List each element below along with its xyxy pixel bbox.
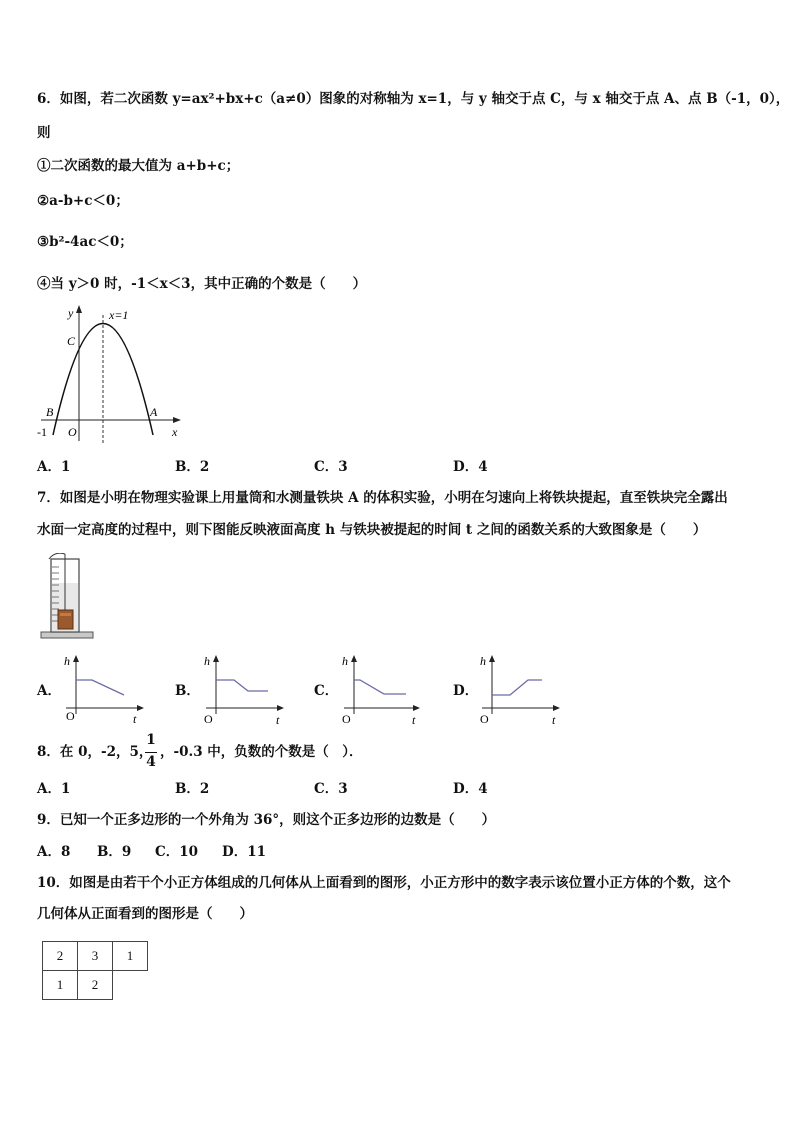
q6-stem-line1: 6．如图，若二次函数 y=ax²+bx+c（a≠0）图象的对称轴为 x=1，与 y 轴交于点 C，与 x 轴交于点 A、点 B（-1，0）， <box>37 91 790 107</box>
q8-option-d: D．4 <box>453 781 488 797</box>
svg-text:O: O <box>66 709 75 723</box>
svg-text:t: t <box>133 712 137 724</box>
q7-graph-d-line <box>492 680 542 695</box>
svg-text:O: O <box>480 712 489 724</box>
q7-graph-b-line <box>216 680 268 691</box>
q6-stem-line2: 则 <box>37 125 51 141</box>
q7-graph-b <box>200 650 288 724</box>
q7-option-a-letter: A． <box>37 683 61 699</box>
grid-cell: 1 <box>43 971 78 1000</box>
q6-label-b: B <box>46 405 54 419</box>
q6-label-y: y <box>68 306 74 320</box>
q10-stem-line1: 10．如图是由若干个小正方体组成的几何体从上面看到的图形，小正方形中的数字表示该位置小正方体的个数，这个 <box>37 875 731 891</box>
q8-option-a: A．1 <box>37 781 71 797</box>
q10-stem-line2: 几何体从正面看到的图形是（ ） <box>37 906 253 922</box>
svg-text:t: t <box>552 713 556 724</box>
q6-item-1: ①二次函数的最大值为 a+b+c； <box>37 158 240 174</box>
q7-graduated-cylinder-image <box>37 553 97 641</box>
q7-option-c-letter: C． <box>314 683 339 699</box>
svg-text:O: O <box>204 712 213 724</box>
q6-parabola-graph <box>33 303 183 446</box>
q6-label-x: x <box>172 425 178 439</box>
q6-option-c: C．3 <box>314 459 348 475</box>
q6-label-x1: x=1 <box>109 308 129 322</box>
svg-text:h: h <box>342 654 348 668</box>
q7-option-d-letter: D． <box>453 683 479 699</box>
svg-text:t: t <box>276 713 280 724</box>
q7-graph-d <box>476 650 564 724</box>
q6-item-4: ④当 y＞0 时，-1＜x＜3，其中正确的个数是（ ） <box>37 276 367 292</box>
svg-text:h: h <box>480 654 486 668</box>
q9-option-b: B．9 <box>97 844 132 860</box>
q7-graph-a-line <box>76 680 124 695</box>
svg-text:O: O <box>342 712 351 724</box>
grid-cell: 3 <box>78 942 113 971</box>
grid-cell: 2 <box>78 971 113 1000</box>
q10-top-view-grid <box>42 941 148 1000</box>
q8-fraction-denominator: 4 <box>146 754 156 770</box>
q9-option-a: A．8 <box>37 844 71 860</box>
q7-graph-c <box>338 650 424 724</box>
q6-label-neg1: -1 <box>37 425 47 439</box>
q8-option-b: B．2 <box>175 781 210 797</box>
grid-cell: 2 <box>43 942 78 971</box>
q7-graph-a <box>62 650 146 724</box>
q7-stem-line2: 水面一定高度的过程中，则下图能反映液面高度 h 与铁块被提起的时间 t 之间的函数关系的大致图象是（ ） <box>37 522 707 538</box>
q7-graph-c-line <box>354 680 406 694</box>
q8-option-c: C．3 <box>314 781 348 797</box>
q6-option-d: D．4 <box>453 459 488 475</box>
q8-fraction-bar <box>145 752 157 753</box>
grid-cell: 1 <box>113 942 148 971</box>
q6-item-2: ②a-b+c＜0； <box>37 193 129 209</box>
q8-fraction-numerator: 1 <box>146 732 156 748</box>
q6-label-c: C <box>67 334 76 348</box>
grid-cell-empty <box>113 971 148 1000</box>
q9-option-c: C．10 <box>155 844 199 860</box>
q6-option-b: B．2 <box>175 459 210 475</box>
q6-item-3: ③b²-4ac＜0； <box>37 234 133 250</box>
svg-text:h: h <box>204 654 210 668</box>
q9-stem: 9．已知一个正多边形的一个外角为 36°，则这个正多边形的边数是（ ） <box>37 812 496 828</box>
q7-stem-line1: 7．如图是小明在物理实验课上用量筒和水测量铁块 A 的体积实验，小明在匀速向上将铁块提起，直至铁块完全露出 <box>37 490 728 506</box>
q8-stem-pre: 8．在 0，-2，5， <box>37 744 153 760</box>
q6-label-a: A <box>150 405 158 419</box>
q6-option-a: A．1 <box>37 459 71 475</box>
svg-text:h: h <box>64 654 70 668</box>
q6-label-o: O <box>68 425 77 439</box>
q7-option-b-letter: B． <box>175 683 200 699</box>
q9-option-d: D．11 <box>222 844 266 860</box>
q8-stem-post: ，-0.3 中，负数的个数是（ ）． <box>160 744 363 760</box>
svg-text:t: t <box>412 713 416 724</box>
